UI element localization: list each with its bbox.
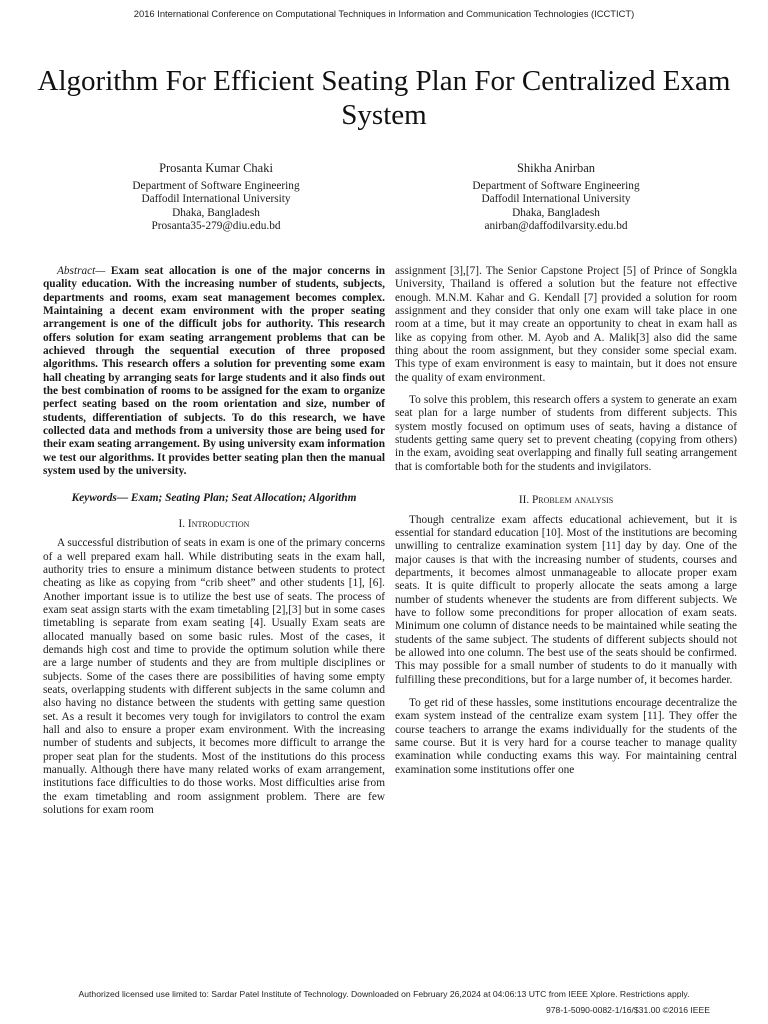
author-university: Daffodil International University [481,193,631,206]
author-email: Prosanta35-279@diu.edu.bd [151,220,281,233]
author-block-1 [96,162,336,234]
isbn-footer: 978-1-5090-0082-1/16/$31.00 ©2016 IEEE [545,1005,710,1015]
author-email: anirban@daffodilvarsity.edu.bd [484,220,628,233]
abstract-lead: Abstract— [57,265,106,277]
left-column [43,265,385,817]
abstract-text: Exam seat allocation is one of the major concerns in quality education. With the increasing number of students, subjects, departments and rooms, exam seat management becomes complex. Maintaining a decent exam environment with the proper seating arrangement is one of the difficult jobs for authority. This research offers solution for exam seating arrangement problems that can be achieved through the sequential execution of three proposed algorithms. This research offers a solution for preventing some exam hall cheating by arranging seats for large students and it also finds out the best combination of rooms to be assigned for the exam to organize perfect seating based on the room orientation and size, number of students, differentiation of subjects. To do this research, we have collected data and methods from a university those are being used for their exam seating arrangement. By using university exam information we test our algorithms. It provides better seating plan then the manual system used by the university. [43,265,385,478]
problem-paragraph: To get rid of these hassles, some institutions encourage decentralize the exam system instead of the centralize exam system [11]. They offer the course teachers to arrange the exams individually for the students of the same course. But it is very hard for a course teacher to manage quality examination while conducting exams this way. For maintaining central examination some institutions offer one [395,696,737,776]
problem-paragraph: Though centralize exam affects educational achievement, but it is essential for standard education [10]. Most of the institutions are becoming unwilling to centralize examination system [11] day by day. One of the major causes is that with the increasing number of students, courses and departments, it becomes almost unmanageable to allocate proper exam seats. It is quite difficult to properly allocate the seats among a large number of students whenever the students are from different subjects. We have to follow some preconditions for proper allocation of exam seats. Minimum one column of distance needs to be maintained while seating the students of the same subject. The students of different subjects should not be allowed into one column. The best use of the seats should be confirmed. This may possible for a small number of students to do it manually with fulfilling these preconditions, but for a large number of, it becomes harder. [395,513,737,686]
license-footer: Authorized licensed use limited to: Sardar Patel Institute of Technology. Downloaded on February 26,2024 at 04:06:13 UTC from IEEE Xplore. Restrictions apply. [78,989,690,999]
author-block-2 [436,162,676,234]
intro-paragraph: A successful distribution of seats in exam is one of the primary concerns of a well prepared exam hall. While distributing seats in the exam hall, authority tries to ensure a minimum distance between students to protect cheating as like as copying from “crib sheet” and other students [1], [6]. Another important issue is to utilize the best use of seats. The process of exam seat assign starts with the exam timetabling [2],[3] but in some cases timetabling is separate from exam seating [4]. Usually Exam seats are allocated manually based on some basic rules. Most of the cases, it demands high cost and time to provide the optimum solution while there are a large number of students and they are from multiple disciplines or subjects. Some of the cases there are possibilities of having some empty seats, overlapping students with different subjects in the same column and also having no distance between the students with getting same question set. As a result it becomes very tough for invigilators to control the exam hall and also to ensure a proper exam environment. With the increasing number of students and subjects, it becomes more difficult to arrange the proper seat plan for the students. Most of the institutions do this process manually. Although there have many related works of exam arrangement, institutions face difficulties to do those works. Most difficulties arise from the exam timetabling and room assignment problem. There are few solutions for exam room [43,537,385,817]
author-location: Dhaka, Bangladesh [512,206,600,219]
author-name: Prosanta Kumar Chaki [159,161,273,175]
keywords: Keywords— Exam; Seating Plan; Seat Allocation; Algorithm [71,491,357,504]
author-name: Shikha Anirban [516,161,596,175]
right-column [395,265,737,777]
body-paragraph: assignment [3],[7]. The Senior Capstone Project [5] of Prince of Songkla University, Thailand is offered a solution but the feature not effective enough. M.N.M. Kahar and G. Kendall [7] provided a solution for room assignment and they consider that only one exam will take place in one room at a time, but it may create an opportunity to cheat in exam hall as like as copying from other. M. Ayob and A. Malik[3] also did the same thing about the room assignment, but they consider some special exam. This type of exam environment is easy to maintain, but it does not ensure the quality of exam environment. [395,265,737,384]
conference-header: 2016 International Conference on Computational Techniques in Information and Communication Technologies (ICCTICT) [133,8,635,19]
body-paragraph: To solve this problem, this research offers a system to generate an exam seat plan for a large number of students from different subjects. This system mostly focused on optimum uses of seats, having a distance of students getting same query set to prevent cheating (copying from others) in the exam, avoiding seat overlapping and finally full seating arrangement that is comfortable both for the students and invigilators. [395,394,737,473]
author-location: Dhaka, Bangladesh [172,206,260,219]
section-heading-introduction: I. Introduction [178,517,250,530]
abstract [43,265,385,479]
paper-title: Algorithm For Efficient Seating Plan For Centralized Exam System [37,65,731,131]
author-university: Daffodil International University [141,193,291,206]
section-heading-problem-analysis: II. Problem analysis [518,494,614,507]
author-department: Department of Software Engineering [132,179,300,192]
author-department: Department of Software Engineering [472,179,640,192]
